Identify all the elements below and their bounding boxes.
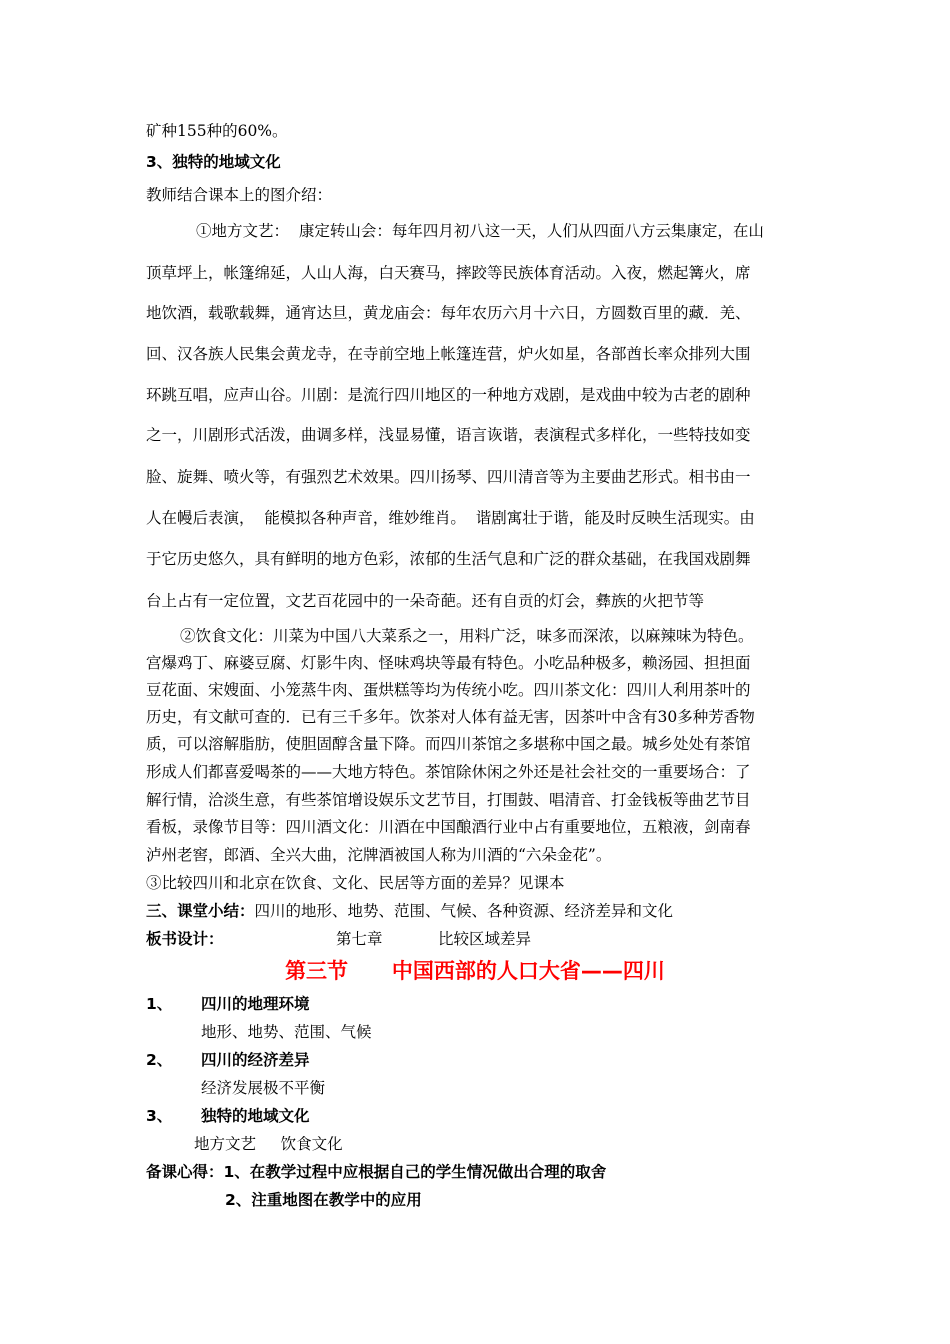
para1-line: 人在幔后表演， 能模拟各种声音，维妙维肖。 谐剧寓壮于谐，能及时反映生活现实。由 (146, 509, 755, 527)
outline-number: 1、 (146, 995, 173, 1013)
para2-line: 历史，有文献可查的．已有三千多年。饮茶对人体有益无害，因茶叶中含有30多种芳香物 (146, 708, 755, 726)
summary-text: 四川的地形、地势、范围、气候、各种资源、经济差异和文化 (254, 902, 674, 920)
board-chapter: 第七章 (336, 930, 383, 948)
para1-line: 台上占有一定位置，文艺百花园中的一朵奇葩。还有自贡的灯会，彝族的火把节等 (146, 592, 705, 610)
para2-line: 形成人们都喜爱喝茶的——大地方特色。茶馆除休闲之外还是社会社交的一重要场合：了 (146, 763, 751, 781)
para1-line: 地饮酒，载歌载舞，通宵达旦，黄龙庙会：每年农历六月十六日，方圆数百里的藏．羌、 (146, 304, 751, 322)
summary-label: 三、课堂小结： (146, 902, 255, 920)
section3-heading: 3、独特的地域文化 (146, 153, 281, 171)
outline-detail: 经济发展极不平衡 (201, 1079, 326, 1097)
outline-number: 2、 (146, 1051, 173, 1069)
para1-line: 顶草坪上，帐篷绵延，人山人海，白天赛马，摔跤等民族体育活动。入夜，燃起篝火，席 (146, 264, 751, 282)
outline-detail: 地方文艺 饮食文化 (194, 1135, 343, 1153)
main-title: 第三节 中国西部的人口大省——四川 (285, 959, 665, 983)
outline-detail: 地形、地势、范围、气候 (201, 1023, 372, 1041)
outline-heading: 四川的经济差异 (201, 1051, 310, 1069)
outline-heading: 四川的地理环境 (201, 995, 310, 1013)
outline-heading: 独特的地域文化 (201, 1107, 310, 1125)
para2-line: 豆花面、宋嫂面、小笼蒸牛肉、蛋烘糕等均为传统小吃。四川茶文化：四川人利用茶叶的 (146, 681, 751, 699)
para1-line: 回、汉各族人民集会黄龙寺，在寺前空地上帐篷连营，炉火如星，各部酋长率众排列大围 (146, 345, 751, 363)
intro-line: 矿种155种的60%。 (146, 122, 288, 140)
para2-line: 质，可以溶解脂肪，使胆固醇含量下降。而四川茶馆之多堪称中国之最。城乡处处有茶馆 (146, 735, 751, 753)
comparison-item: ③比较四川和北京在饮食、文化、民居等方面的差异？见课本 (146, 874, 565, 892)
para2-line: 泸州老窖，郎酒、全兴大曲，沱牌酒被国人称为川酒的“六朵金花”。 (146, 846, 612, 864)
board-label: 板书设计： (146, 930, 224, 948)
para1-line: 脸、旋舞、喷火等，有强烈艺术效果。四川扬琴、四川清音等为主要曲艺形式。相书由一 (146, 468, 751, 486)
reflection-row (146, 1160, 606, 1182)
reflection-item: 1、在教学过程中应根据自己的学生情况做出合理的取舍 (223, 1163, 607, 1181)
para1-line: 于它历史悠久，具有鲜明的地方色彩，浓郁的生活气息和广泛的群众基础，在我国戏剧舞 (146, 550, 751, 568)
board-chapter-title: 比较区域差异 (438, 930, 532, 948)
para2-line: ②饮食文化：川菜为中国八大菜系之一，用料广泛，味多而深浓，以麻辣味为特色。 (180, 627, 754, 645)
para1-line: 之一，川剧形式活泼，曲调多样，浅显易懂，语言诙谐，表演程式多样化，一些特技如变 (146, 426, 751, 444)
reflection-item: 2、注重地图在教学中的应用 (225, 1191, 422, 1209)
para2-line: 解行情，洽淡生意，有些茶馆增设娱乐文艺节目，打围鼓、唱清音、打金钱板等曲艺节目 (146, 791, 751, 809)
para2-line: 看板，录像节目等：四川酒文化：川酒在中国酿酒行业中占有重要地位，五粮液，剑南春 (146, 818, 751, 836)
class-summary (146, 899, 673, 921)
outline-number: 3、 (146, 1107, 173, 1125)
reflection-label: 备课心得： (146, 1163, 224, 1181)
para1-line: ①地方文艺： 康定转山会：每年四月初八这一天，人们从四面八方云集康定，在山 (196, 222, 764, 240)
teacher-intro: 教师结合课本上的图介绍： (146, 186, 333, 204)
para1-line: 环跳互唱，应声山谷。川剧：是流行四川地区的一种地方戏剧，是戏曲中较为古老的剧种 (146, 386, 751, 404)
para2-line: 宫爆鸡丁、麻婆豆腐、灯影牛肉、怪味鸡块等最有特色。小吃品种极多，赖汤园、担担面 (146, 654, 751, 672)
